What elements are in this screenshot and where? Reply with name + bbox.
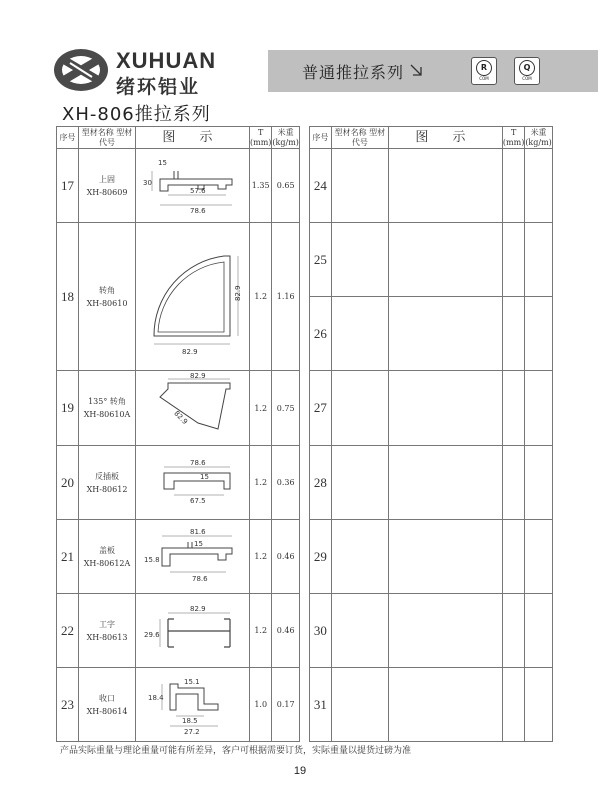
profile-figure [136, 223, 250, 371]
header-model: 型材名称 型材代号 [79, 127, 136, 149]
thickness-value: 1.2 [250, 371, 272, 446]
dim-label: 27.2 [183, 727, 200, 736]
row-number: 28 [309, 446, 331, 520]
model-cell-empty [331, 149, 388, 223]
row-number: 23 [57, 668, 79, 742]
row-number: 22 [57, 594, 79, 668]
row-number: 17 [57, 149, 79, 223]
column-separator [299, 127, 309, 742]
page-number: 19 [293, 765, 307, 777]
thickness-value: 1.2 [250, 446, 272, 520]
header-t-right: T (mm) [502, 127, 525, 147]
weight-value: 0.46 [272, 594, 300, 668]
page-title: XH-806推拉系列 [62, 104, 211, 125]
arrow-down-right-icon [409, 63, 423, 77]
dim-label: 78.6 [189, 458, 206, 467]
row-number: 27 [309, 371, 331, 446]
thickness-value: 1.2 [250, 520, 272, 594]
model-cell: 135° 转角 XH-80610A [79, 371, 136, 446]
dim-label: 15 [193, 539, 203, 548]
dim-label: 82.9 [171, 409, 189, 427]
dim-label: 18.5 [181, 716, 198, 725]
model-cell: 工字 XH-80613 [79, 594, 136, 668]
weight-value: 0.65 [272, 149, 300, 223]
dim-label: 15.1 [183, 677, 200, 686]
row-number: 31 [309, 668, 331, 742]
dim-label: 82.9 [189, 604, 206, 613]
header-figure-right: 图 示 [388, 127, 502, 149]
header-seq-right: 序号 [309, 127, 331, 149]
dim-label: 81.6 [189, 527, 206, 536]
dim-label: 82.9 [189, 372, 206, 380]
thickness-value: 1.2 [250, 594, 272, 668]
weight-cell-empty [525, 149, 553, 223]
dim-label: 57.6 [189, 186, 206, 195]
row-number: 30 [309, 594, 331, 668]
row-number: 20 [57, 446, 79, 520]
profile-80612a-drawing [138, 524, 248, 586]
weight-value: 0.75 [272, 371, 300, 446]
header-weight-right: 米重 (kg/m) [525, 127, 552, 147]
profile-figure [136, 149, 250, 223]
brand-name-cn: 绪环铝业 [116, 76, 201, 98]
cert-r-badge: R COM [471, 57, 497, 85]
spec-table [56, 126, 553, 742]
profile-figure [136, 594, 250, 668]
table-header-row [57, 127, 553, 149]
thickness-value: 1.35 [250, 149, 272, 223]
profile-80614-drawing [138, 670, 248, 736]
profile-80609-drawing [138, 151, 248, 217]
thickness-value: 1.0 [250, 668, 272, 742]
profile-80610a-drawing [138, 371, 248, 441]
series-banner-label: 普通推拉系列 [302, 63, 405, 82]
profile-80610-drawing [138, 230, 248, 360]
company-logo [52, 44, 242, 100]
dim-label: 15 [157, 158, 167, 167]
dim-label: 78.6 [191, 574, 208, 583]
dim-label: 15.8 [143, 555, 160, 564]
model-cell: 反插板 XH-80612 [79, 446, 136, 520]
weight-value: 0.36 [272, 446, 300, 520]
weight-value: 0.46 [272, 520, 300, 594]
profile-figure [136, 446, 250, 520]
dim-label: 67.5 [189, 496, 206, 505]
model-cell: 转角 XH-80610 [79, 223, 136, 371]
t-cell-empty [502, 149, 524, 223]
dim-label: 82.9 [181, 347, 198, 356]
weight-value: 0.17 [272, 668, 300, 742]
dim-label: 30 [142, 178, 152, 187]
header-weight: 米重 (kg/m) [272, 127, 299, 147]
header-figure: 图 示 [136, 127, 250, 149]
dim-label: 82.9 [233, 284, 242, 301]
weight-value: 1.16 [272, 223, 300, 371]
profile-figure [136, 371, 250, 446]
cert-q-badge: Q COM [514, 57, 540, 85]
model-cell: 上固 XH-80609 [79, 149, 136, 223]
profile-80612-drawing [138, 451, 248, 511]
row-number: 19 [57, 371, 79, 446]
thickness-value: 1.2 [250, 223, 272, 371]
brand-name-en: XUHUAN [116, 48, 217, 73]
profile-figure [136, 520, 250, 594]
dim-label: 18.4 [147, 693, 164, 702]
dim-label: 15 [199, 472, 209, 481]
row-number: 21 [57, 520, 79, 594]
profile-figure [136, 668, 250, 742]
model-cell: 收口 XH-80614 [79, 668, 136, 742]
header-model-right: 型材名称 型材代号 [331, 127, 388, 149]
dim-label: 78.6 [189, 206, 206, 215]
row-number: 18 [57, 223, 79, 371]
series-banner [268, 50, 598, 92]
row-number: 26 [309, 297, 331, 371]
header-seq: 序号 [57, 127, 79, 149]
footnote: 产品实际重量与理论重量可能有所差异，客户可根据需要订货，实际重量以提货过磅为准 [60, 746, 412, 756]
row-number: 25 [309, 223, 331, 297]
dim-label: 29.6 [143, 630, 160, 639]
xuhuan-logo-icon [52, 44, 110, 94]
figure-cell-empty [388, 149, 502, 223]
row-number: 24 [309, 149, 331, 223]
header-t: T (mm) [250, 127, 272, 147]
profile-80613-drawing [138, 599, 248, 659]
model-cell: 盖板 XH-80612A [79, 520, 136, 594]
row-number: 29 [309, 520, 331, 594]
